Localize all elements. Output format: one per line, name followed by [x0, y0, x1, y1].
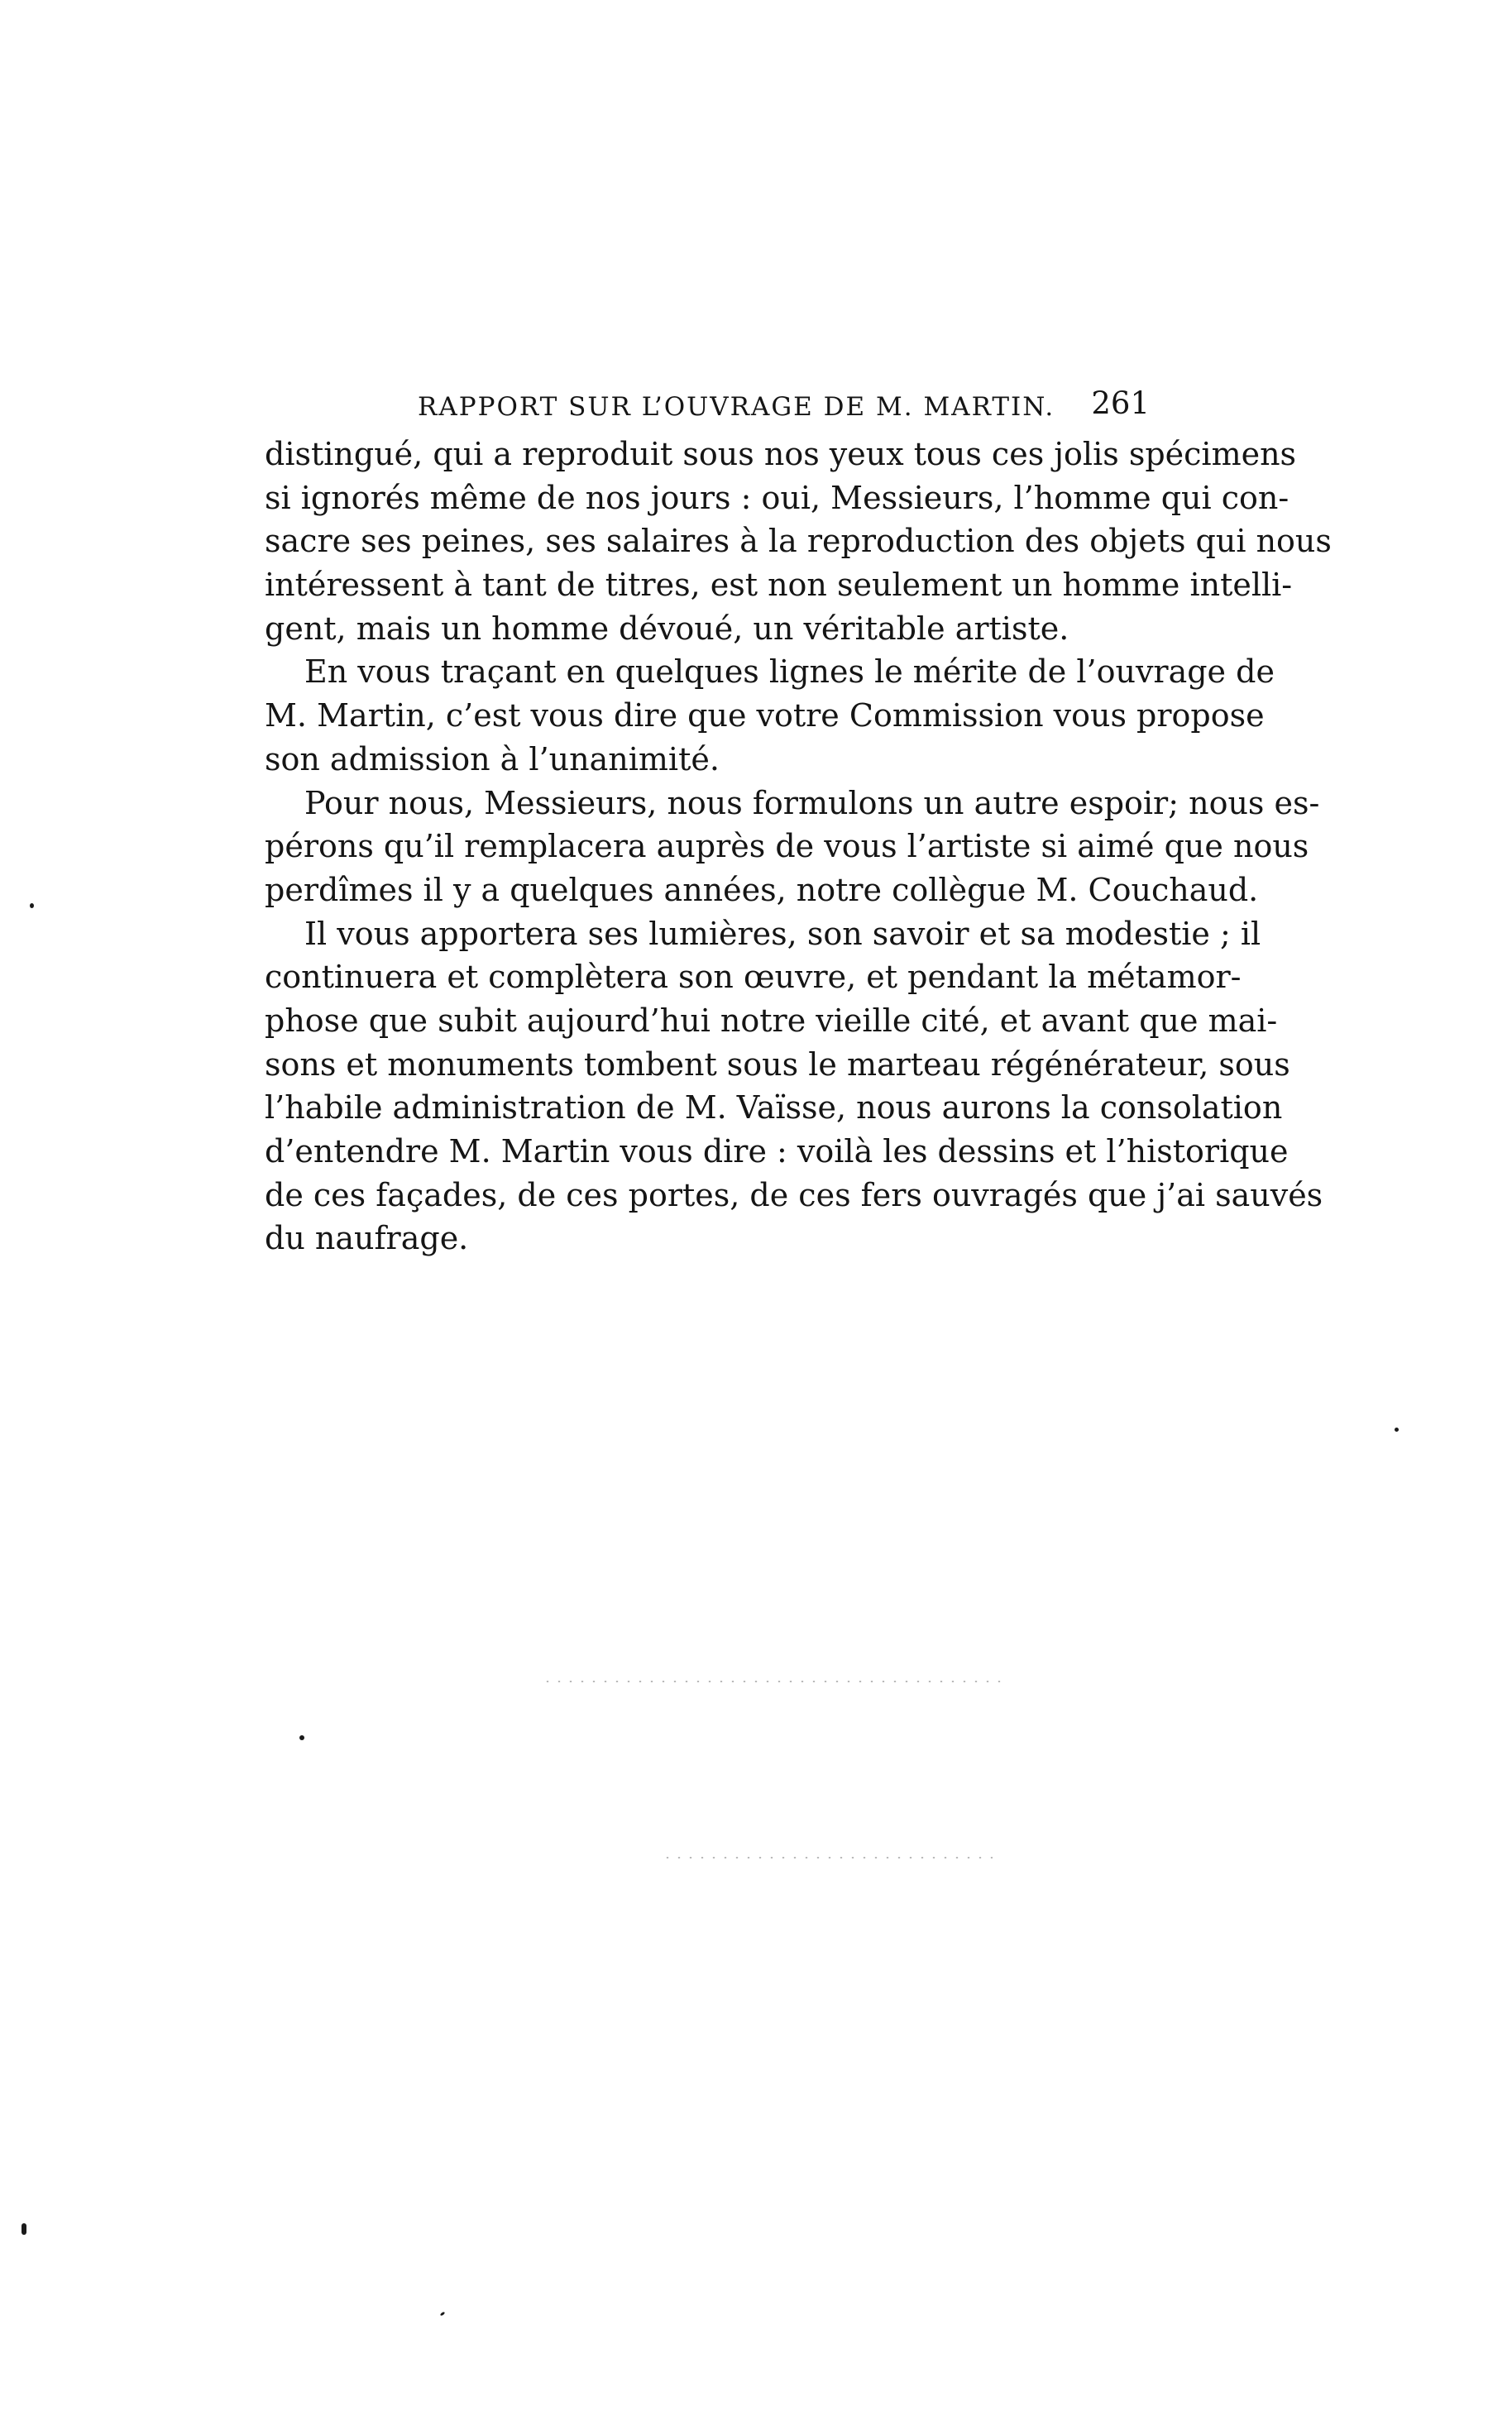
running-head: [265, 382, 1150, 432]
text-line: distingué, qui a reproduit sous nos yeux tous ces jolis spécimens: [265, 436, 1297, 472]
running-title: RAPPORT SUR L’OUVRAGE DE M. MARTIN.: [418, 392, 1055, 422]
scan-speck: [1395, 1428, 1399, 1432]
text-line: du naufrage.: [265, 1220, 469, 1257]
text-line: intéressent à tant de titres, est non seulement un homme intelli-: [265, 567, 1293, 604]
scan-speck: [440, 2312, 446, 2317]
text-line: En vous traçant en quelques lignes le mérite de l’ouvrage de: [304, 653, 1275, 691]
page-number: 261: [1091, 385, 1150, 421]
text-line: son admission à l’unanimité.: [265, 740, 720, 777]
scan-speck: [299, 1735, 304, 1740]
scan-speck: [22, 2223, 26, 2235]
faint-show-through: [662, 1857, 993, 1858]
body-text: [265, 433, 1332, 1261]
text-line: sons et monuments tombent sous le marteau régénérateur, sous: [265, 1045, 1290, 1083]
text-line: continuera et complètera son œuvre, et pendant la métamor-: [265, 959, 1242, 996]
text-line: M. Martin, c’est vous dire que votre Commission vous propose: [265, 697, 1265, 734]
text-line: sacre ses peines, ses salaires à la reproduction des objets qui nous: [265, 523, 1332, 560]
text-line: pérons qu’il remplacera auprès de vous l’artiste si aimé que nous: [265, 828, 1309, 865]
text-line: l’habile administration de M. Vaïsse, nous aurons la consolation: [265, 1089, 1283, 1127]
faint-show-through: [542, 1681, 1005, 1682]
text-line: de ces façades, de ces portes, de ces fers ouvragés que j’ai sauvés: [265, 1176, 1323, 1213]
text-line: gent, mais un homme dévoué, un véritable artiste.: [265, 610, 1069, 647]
scan-speck: [30, 903, 34, 908]
text-line: phose que subit aujourd’hui notre vieille cité, et avant que mai-: [265, 1002, 1278, 1039]
text-line: Pour nous, Messieurs, nous formulons un autre espoir; nous es-: [304, 784, 1320, 821]
text-line: si ignorés même de nos jours : oui, Messieurs, l’homme qui con-: [265, 479, 1290, 516]
text-line: d’entendre M. Martin vous dire : voilà les dessins et l’historique: [265, 1133, 1289, 1170]
text-line: perdîmes il y a quelques années, notre collègue M. Couchaud.: [265, 871, 1259, 908]
text-line: Il vous apportera ses lumières, son savoir et sa modestie ; il: [304, 915, 1261, 952]
